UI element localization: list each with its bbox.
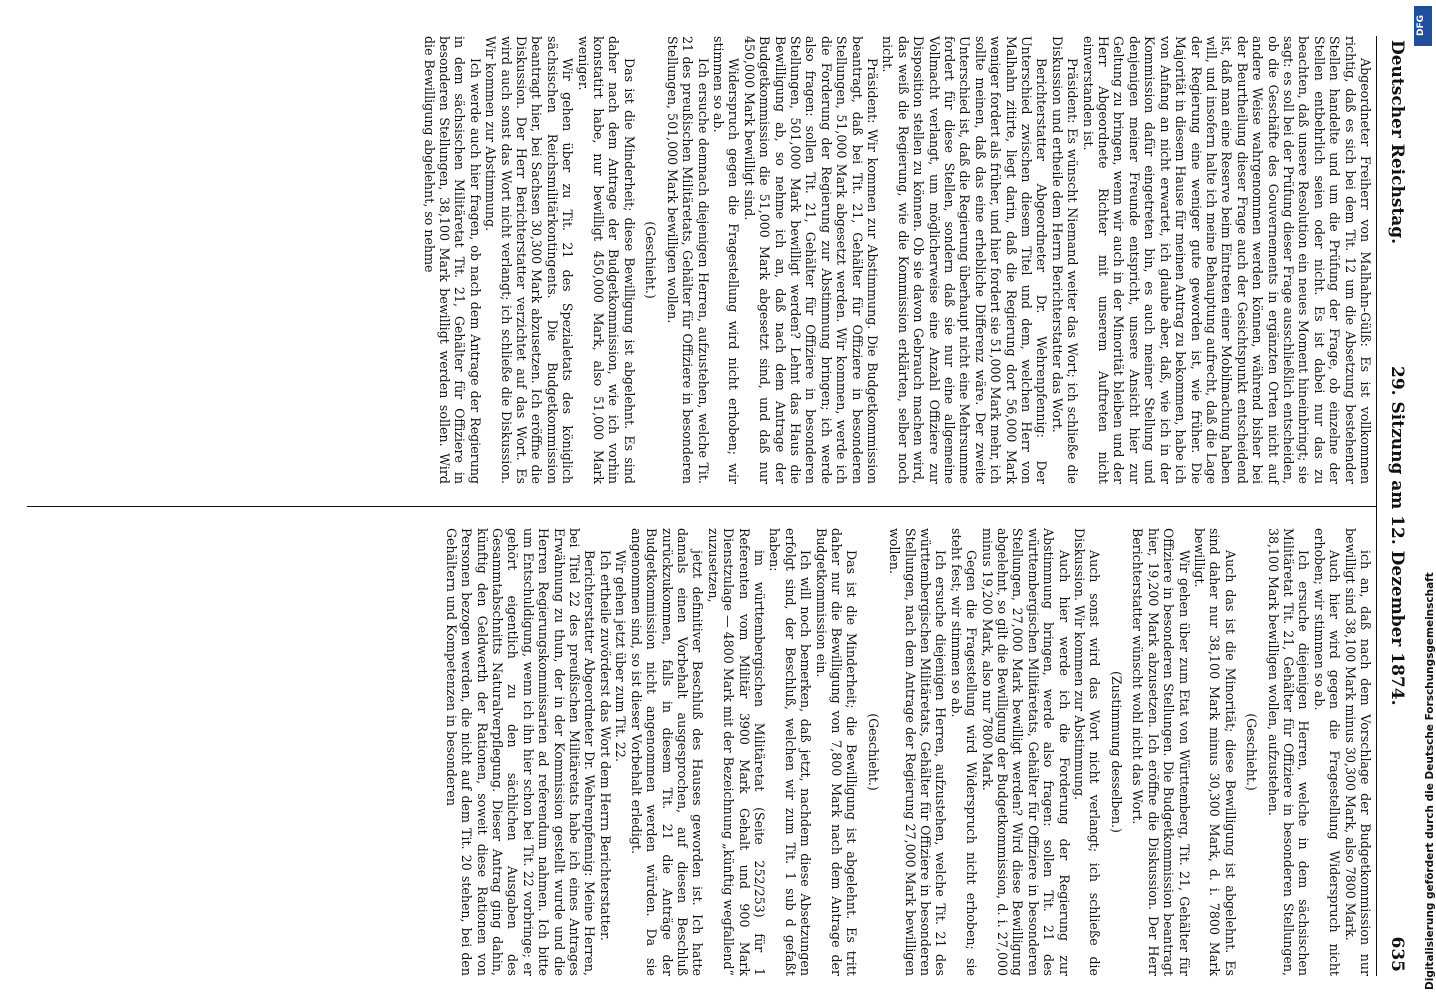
header-publication: Deutscher Reichstag. [1387, 40, 1407, 245]
paragraph: Präsident: Es wünscht Niemand weiter das Wort; ich schließe die Diskussion und ertheile dem Herrn Berichterstatter das Wort. [1049, 36, 1081, 484]
stage-direction: (Geschieht.) [1244, 713, 1260, 791]
paragraph: Auch sonst wird das Wort nicht verlangt; ich schließe die Diskussion. Wir kommen zur Abstimmung. [1072, 528, 1103, 976]
paragraph: Das ist die Minderheit; die Bewilligung ist abgelehnt. Es tritt daher nur die Bewilligung von 7,800 Mark nach dem Antrage der Budgetkommission ein. [813, 528, 860, 976]
text-column-left [43, 36, 1373, 484]
paragraph: Auch hier werde ich die Forderung der Regierung zur Abstimmung bringen, werde also fragen: sollen Tit. 21 des württembergischen Militäretats, Gehälter für Offiziere in besonderen Stellungen, 27,000 Mark bewilligt werden? Wird diese Bewilligung abgelehnt, so gilt die Bewilligung der Budgetkommission, d. i. 27,000 minus 19,200 Mark, also nur 7800 Mark. [979, 528, 1072, 976]
paragraph: im württembergischen Militäretat (Seite 252/253) für 1 Referenten vom Militär 3900 Mark Gehalt und 900 Mark Dienstzulage — 4800 Mark mit der Bezeichnung „künftig wegfallend“ zuzusetzen, [705, 528, 767, 976]
paragraph: Ich will noch bemerken, daß jetzt, nachdem diese Absetzungen erfolgt sind, der Beschluß, welchen wir zum Tit. 1 sub d gefaßt haben: [767, 528, 814, 976]
paragraph: Auch das ist die Minorität; diese Bewilligung ist abgelehnt. Es sind daher nur 38,100 Mark minus 30,300 Mark, d. i. 7800 Mark bewilligt. [1191, 528, 1238, 976]
stage-direction: (Geschieht.) [643, 221, 659, 299]
paragraph: Wir gehen jetzt über zum Tit. 22. [613, 550, 629, 762]
paragraph: Abgeordneter Freiherr von Malhahn-Gülß: Es ist vollkommen richtig, daß es sich bei dem Tit. 12 um die Absetzung bestehender Stellen handelte und um die Prüfung der Frage, ob einzelne der Stellen entbehrlich seien oder nicht. Es ist dabei nur das zu beachten, daß unsere Resolution ein neues Moment hineinbringt; sie sagt: es soll bei der Prüfung dieser Frage ausschließlich entscheiden, ob die Geschäfte des Gouvernements in ergänzten Orten nicht auf andere Weise wahrgenommen werden können, während bisher bei der Beurtheilung dieser Frage auch der Gesichtspunkt entscheidend ist, daß man eine Reserve beim Eintreten einer Mobilmachung haben will, und insofern halte ich meine Behauptung aufrecht, daß die Lage der Regierung eine weniger gute geworden ist, wie früher. Die Majorität in diesem Hause für meinen Antrag zu bekommen, habe ich von Anfang an nicht erwartet, ich glaube aber, daß, wie ich in der Kommission dafür eingetreten bin, es auch meiner Stellung und denjenigen meiner Freunde entspricht, unsere Ansicht hier zur Geltung zu bringen, wenn wir auch in der Minorität bleiben und der Herr Abgeordnete Richter mit unserem Auftreten nicht einverstanden ist. [1080, 36, 1373, 484]
stage-direction: (Geschieht.) [865, 713, 881, 791]
page-header [1383, 36, 1413, 976]
paragraph: Wir gehen über zum Etat von Württemberg, Tit. 21, Gehälter für Offiziere in besonderen Stellungen. Die Budgetkommission beantragt hier, 19,200 Mark abzusetzen. Ich eröffne die Diskussion. Der Herr Berichterstatter wünscht wohl nicht das Wort. [1130, 528, 1192, 976]
paragraph: Ich ertheile zuvörderst das Wort dem Herrn Berichterstatter. [597, 550, 613, 941]
paragraph: Widerspruch gegen die Fragestellung wird nicht erhoben; wir stimmen so ab. [710, 36, 742, 484]
dfg-logo [1414, 6, 1432, 46]
digitization-notice: Digitalisierung gefördert durch die Deutsche Forschungsgemeinschaft [1424, 572, 1436, 990]
paragraph: Gegen die Fragestellung wird Widerspruch nicht erhoben; sie steht fest; wir stimmen so ab. [948, 528, 980, 976]
paragraph: jetzt definitiver Beschluß des Hauses geworden ist. Ich hatte damals einen Vorbehalt ausgesprochen, auf diesen Beschluß zurückzukommen, falls in diesem Tit. 21 die Anträge der Budgetkommission nicht angenommen werden würden. Da sie angenommen sind, so ist dieser Vorbehalt erledigt. [628, 528, 706, 976]
paragraph: Ich ersuche diejenigen Herren, aufzustehen, welche Tit. 21 des württembergischen Militäretats, Gehälter für Offiziere in besonderen Stellungen, nach dem Antrage der Regierung 27,000 Mark bewilligen wollen. [887, 528, 949, 976]
stage-direction: (Zustimmung desselben.) [1108, 671, 1124, 833]
paragraph: Auch hier wird gegen die Fragestellung Widerspruch nicht erhoben; wir stimmen so ab. [1311, 528, 1343, 976]
text-column-right [43, 528, 1373, 976]
dfg-logo-text: DFG [1416, 14, 1426, 36]
paragraph: Das ist die Minderheit; diese Bewilligung ist abgelehnt. Es sind daher nach dem Antrage der Budgetkommission, wie ich vorhin konstatirt habe, nur bewilligt 450,000 Mark, also 51,000 Mark weniger. [575, 36, 637, 484]
header-session-date: 29. Sitzung am 12. Dezember 1874. [1387, 366, 1407, 706]
paragraph: Ich ersuche demnach diejenigen Herren, aufzustehen, welche Tit. 21 des preußischen Militäretats, Gehälter für Offiziere in besonderen Stellungen, 501,000 Mark bewilligen wollen. [664, 36, 711, 484]
paragraph: Berichterstatter Abgeordneter Dr. Wehrenpfennig: Meine Herren, bei Titel 22 des preußischen Militäretats habe ich eines Antrages Erwähnung zu thun, der in der Kommission gestellt wurde und die Herren Regierungskommissarien ad referendum nahmen. Ich bitte um Entschuldigung, wenn ich ihn hier schon bei Tit. 22 vorbringe; er gehört eigentlich zu den sächlichen Ausgaben des Gesammtabschnitts Naturalverpflegung. Dieser Antrag ging dahin, künftig den Geldwerth der Rationen, soweit diese Rationen von Personen bezogen werden, die nicht auf dem Tit. 20 stehen, bei den Gehältern und Kompetenzen in besonderen [443, 528, 598, 976]
paragraph: Präsident: Wir kommen zur Abstimmung. Die Budgetkommission beantragt, daß bei Tit. 21, Gehälter für Offiziere in besonderen Stellungen, 51,000 Mark abgesetzt werden. Wir kommen, werde ich die Forderung der Regierung zur Abstimmung bringen; ich werde also fragen: sollen Tit. 21, Gehälter für Offiziere in besonderen Stellungen, 501,000 Mark bewilligt werden? Lehnt das Haus die Bewilligung ab, so nehme ich an, daß nach dem Antrage der Budgetkommission die 51,000 Mark abgesetzt sind, und daß nur 450,000 Mark bewilligt sind. [741, 36, 880, 484]
paragraph: Wir gehen über zu Tit. 21 des Spezialetats des königlich sächsischen Reichsmilitärkontingents. Die Budgetkommission beantragt hier, bei Sachsen 30,300 Mark abzusetzen. Ich eröffne die Diskussion. Der Herr Berichterstatter verzichtet auf das Wort. Es wird auch sonst das Wort nicht verlangt; ich schließe die Diskussion. Wir kommen zur Abstimmung. [483, 36, 576, 484]
paragraph: Ich ersuche diejenigen Herren, welche in dem sächsischen Militäretat Tit. 21, Gehälter für Offiziere in besonderen Stellungen, 38,100 Mark bewilligen wollen, aufzustehen. [1265, 528, 1312, 976]
header-page-number: 635 [1387, 936, 1407, 972]
paragraph: ich an, daß nach dem Vorschlage der Budgetkommission nur bewilligt sind 38,100 Mark minus 30,300 Mark, also 7800 Mark. [1342, 528, 1373, 976]
paragraph: Ich werde auch hier fragen, ob nach dem Antrage der Regierung in dem sächsischen Militäretat Tit. 21, Gehälter für Offiziere in besonderen Stellungen, 38,100 Mark bewilligt werden sollen. Wird die Bewilligung abgelehnt, so nehme [421, 36, 483, 484]
rotated-page-content [23, 36, 1413, 976]
paragraph: Berichterstatter Abgeordneter Dr. Wehrenpfennig: Der Unterschied zwischen diesem Titel und dem, welchen Herr von Malhahn zitirte, liegt darin, daß die Regierung dort 56,000 Mark weniger fordert als früher, und hier fordert sie 51,000 Mark mehr, ich sollte meinen, daß das eine erhebliche Differenz wäre. Der zweite Unterschied ist, daß die Regierung überhaupt nicht eine Mehrsumme fordert für diese Stellen, sondern daß sie nur eine allgemeine Vollmacht verlangt, um möglicherweise eine Anzahl Offiziere zur Disposition stellen zu können. Ob sie davon Gebrauch machen wird, das weiß die Regierung, wie die Kommission erklärten, selber noch nicht. [880, 36, 1050, 484]
column-divider [27, 506, 1377, 507]
